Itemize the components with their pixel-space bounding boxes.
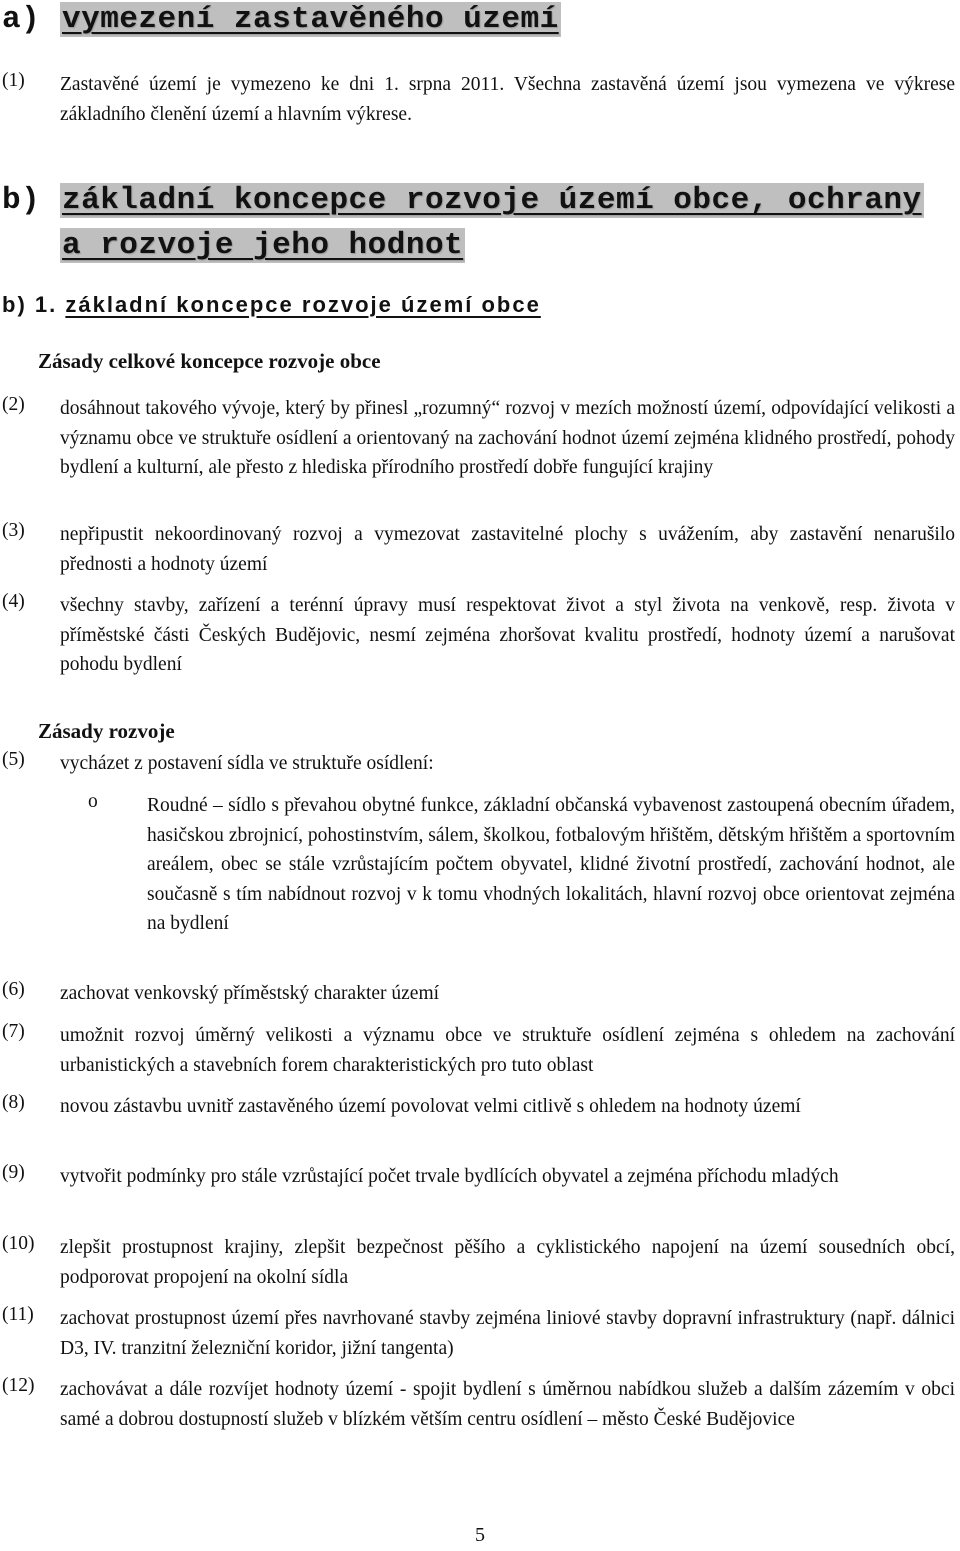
heading-b1	[2, 292, 541, 318]
item-9-number: (9)	[2, 1162, 25, 1183]
item-12-number: (12)	[2, 1375, 35, 1396]
heading-b-title-line1: základní koncepce rozvoje území obce, ochrany	[62, 183, 922, 218]
item-2-number: (2)	[2, 394, 25, 415]
item-7-text: umožnit rozvoj úměrný velikosti a významu obce ve struktuře osídlení zejména s ohledem na zachování urbanistických a stavebních forem charakteristických pro tuto oblast	[60, 1025, 955, 1076]
item-5-text: vycházet z postavení sídla ve struktuře osídlení:	[60, 753, 434, 774]
item-10-text: zlepšit prostupnost krajiny, zlepšit bezpečnost pěšího a cyklistického napojení na území sousedních obcí, podporovat propojení na okolní sídla	[60, 1237, 955, 1288]
bullet-text: Roudné – sídlo s převahou obytné funkce, základní občanská vybavenost zastoupená obecním úřadem, hasičskou zbrojnicí, pohostinstvím, sálem, školkou, fotbalovým hřištěm, dětským hřištěm a sportovním areálem, obec se stále vzrůstajícím počtem obyvatel, klidné životní prostředí, zachování hodnot, ale současně s tím nabídnout rozvoj v k tomu vhodných lokalitách, hlavní rozvoj obce orientovat zejména na bydlení	[147, 795, 955, 934]
item-2-text: dosáhnout takového vývoje, který by přinesl „rozumný“ rozvoj v mezích možností území, odpovídající velikosti a významu obce ve struktuře osídlení a orientovaný na zachování hodnot území zejména klidného prostředí, pohody bydlení a kulturní, ale přesto z hlediska přírodního prostředí dobře fungující krajiny	[60, 398, 955, 478]
item-12-text: zachovávat a dále rozvíjet hodnoty území - spojit bydlení s úměrnou nabídkou služeb a dalším zázemím v obci samé a dobrou dostupností služeb v blízkém větším centru osídlení – město České Budějovice	[60, 1379, 955, 1430]
item-10-number: (10)	[2, 1233, 35, 1254]
item-7-number: (7)	[2, 1021, 25, 1042]
item-4-text: všechny stavby, zařízení a terénní úpravy musí respektovat život a styl života na venkově, resp. života v příměstské části Českých Budějovic, nesmí zejména zhoršovat kvalitu prostředí, hodnoty území a narušovat pohodu bydlení	[60, 595, 955, 675]
subheading-celkove: Zásady celkové koncepce rozvoje obce	[38, 349, 381, 373]
bullet-marker: o	[88, 791, 98, 812]
item-4-number: (4)	[2, 591, 25, 612]
item-11-number: (11)	[2, 1304, 34, 1325]
item-1-text: Zastavěné území je vymezeno ke dni 1. srpna 2011. Všechna zastavěná území jsou vymezena ve výkrese základního členění území a hlavním výkrese.	[60, 74, 955, 125]
item-8-number: (8)	[2, 1092, 25, 1113]
item-3-number: (3)	[2, 520, 25, 541]
page-number: 5	[475, 1524, 485, 1546]
heading-b-label: b)	[2, 183, 41, 218]
item-1-number: (1)	[2, 70, 25, 91]
item-3-text: nepřipustit nekoordinovaný rozvoj a vymezovat zastavitelné plochy s uvážením, aby zastavění nenarušilo přednosti a hodnoty území	[60, 524, 955, 575]
item-8-text: novou zástavbu uvnitř zastavěného území povolovat velmi citlivě s ohledem na hodnoty území	[60, 1096, 801, 1117]
item-9-text: vytvořit podmínky pro stále vzrůstající počet trvale bydlících obyvatel a zejména příchodu mladých	[60, 1166, 839, 1187]
item-6-text: zachovat venkovský příměstský charakter území	[60, 983, 440, 1004]
heading-b1-label: b) 1.	[2, 292, 58, 317]
subheading-rozvoje: Zásady rozvoje	[38, 719, 175, 743]
heading-a-title: vymezení zastavěného území	[62, 2, 559, 37]
item-6-number: (6)	[2, 979, 25, 1000]
heading-b-title-line2: a rozvoje jeho hodnot	[62, 228, 464, 263]
heading-b1-title: základní koncepce rozvoje území obce	[65, 292, 541, 317]
item-11-text: zachovat prostupnost území přes navrhované stavby zejména liniové stavby dopravní infrastruktury (např. dálnici D3, IV. tranzitní železniční koridor, jižní tangenta)	[60, 1308, 955, 1359]
item-5-number: (5)	[2, 749, 25, 770]
heading-a-label: a)	[2, 2, 41, 37]
